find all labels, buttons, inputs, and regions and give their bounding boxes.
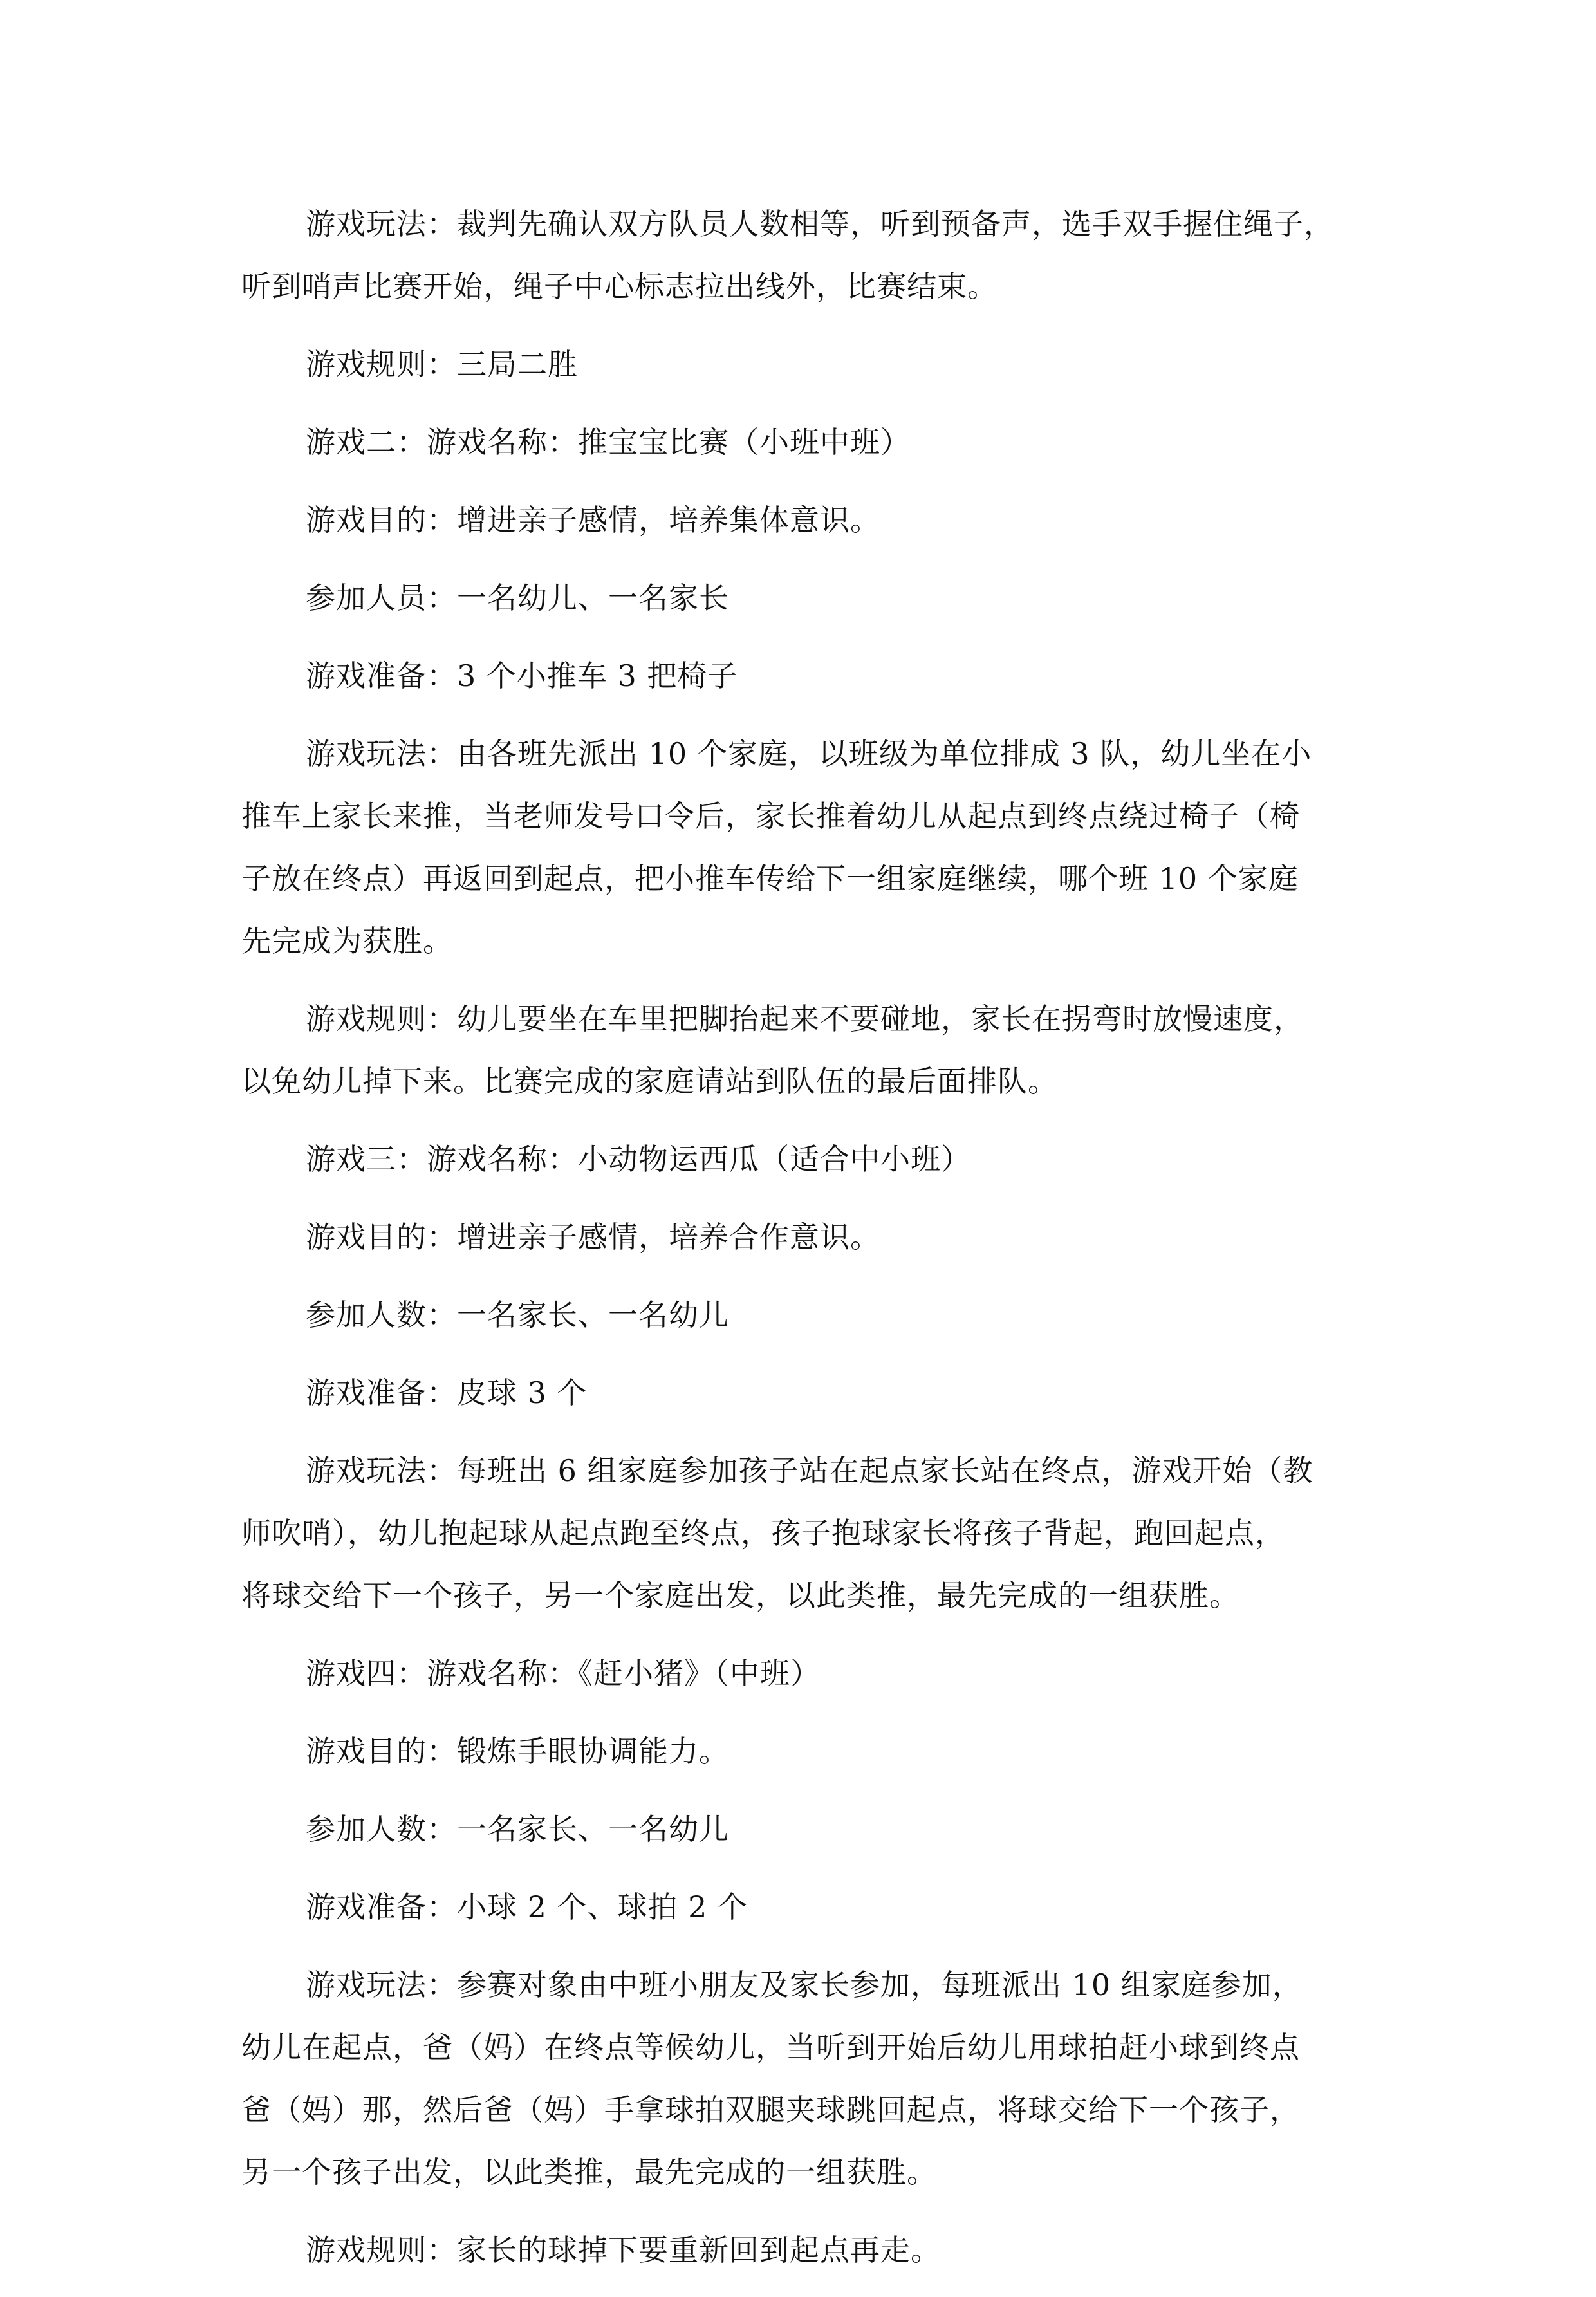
text-line: 游戏规则：三局二胜: [306, 347, 578, 382]
text-line: 游戏目的：锻炼手眼协调能力。: [306, 1734, 729, 1769]
text-line: 师吹哨），幼儿抱起球从起点跑至终点，孩子抱球家长将孩子背起，跑回起点，: [241, 1516, 1285, 1550]
paragraph: [241, 988, 1374, 1113]
text-line: 另一个孩子出发，以此类推，最先完成的一组获胜。: [241, 2155, 937, 2190]
text-line: 游戏二：游戏名称：推宝宝比赛（小班中班）: [306, 425, 911, 460]
paragraph: [241, 1206, 1374, 1269]
paragraph: [241, 2219, 1374, 2282]
paragraph: [241, 1642, 1374, 1705]
text-line: 游戏玩法：裁判先确认双方队员人数相等，听到预备声，选手双手握住绳子，: [306, 207, 1334, 241]
text-line: 游戏准备：小球 2 个、球拍 2 个: [306, 1890, 748, 1924]
document-body: [241, 193, 1374, 2297]
paragraph: [241, 489, 1374, 552]
text-line: 参加人数：一名家长、一名幼儿: [306, 1297, 729, 1332]
paragraph: [241, 1440, 1374, 1627]
paragraph: [241, 1720, 1374, 1783]
paragraph: [241, 1954, 1374, 2204]
text-line: 游戏三：游戏名称：小动物运西瓜（适合中小班）: [306, 1142, 971, 1176]
text-line: 子放在终点）再返回到起点，把小推车传给下一组家庭继续，哪个班 10 个家庭: [241, 861, 1299, 896]
paragraph: [241, 645, 1374, 707]
text-line: 将球交给下一个孩子，另一个家庭出发，以此类推，最先完成的一组获胜。: [241, 1578, 1239, 1613]
text-line: 游戏玩法：参赛对象由中班小朋友及家长参加，每班派出 10 组家庭参加，: [306, 1967, 1303, 2002]
paragraph: [241, 723, 1374, 972]
text-line: 听到哨声比赛开始，绳子中心标志拉出线外，比赛结束。: [241, 269, 998, 304]
text-line: 游戏玩法：由各班先派出 10 个家庭，以班级为单位排成 3 队，幼儿坐在小: [306, 736, 1312, 771]
text-line: 先完成为获胜。: [241, 924, 453, 958]
paragraph: [241, 1284, 1374, 1346]
paragraph: [241, 193, 1374, 318]
text-line: 参加人数：一名家长、一名幼儿: [306, 1812, 729, 1846]
text-line: 以免幼儿掉下来。比赛完成的家庭请站到队伍的最后面排队。: [241, 1064, 1058, 1099]
text-line: 参加人员：一名幼儿、一名家长: [306, 581, 729, 615]
text-line: 游戏四：游戏名称：《赶小猪》（中班）: [306, 1656, 821, 1691]
text-line: 推车上家长来推，当老师发号口令后，家长推着幼儿从起点到终点绕过椅子（椅: [241, 799, 1300, 833]
paragraph: [241, 1128, 1374, 1191]
text-line: 爸（妈）那，然后爸（妈）手拿球拍双腿夹球跳回起点，将球交给下一个孩子，: [241, 2092, 1300, 2127]
text-line: 游戏准备：皮球 3 个: [306, 1375, 588, 1410]
text-line: 游戏准备：3 个小推车 3 把椅子: [306, 658, 738, 693]
text-line: 游戏目的：增进亲子感情，培养合作意识。: [306, 1220, 880, 1254]
text-line: 游戏玩法：每班出 6 组家庭参加孩子站在起点家长站在终点，游戏开始（教: [306, 1453, 1313, 1488]
paragraph: [241, 411, 1374, 474]
text-line: 游戏规则：幼儿要坐在车里把脚抬起来不要碰地，家长在拐弯时放慢速度，: [306, 1001, 1304, 1036]
paragraph: [241, 333, 1374, 396]
paragraph: [241, 567, 1374, 629]
text-line: 游戏规则：家长的球掉下要重新回到起点再走。: [306, 2233, 941, 2267]
paragraph: [241, 1876, 1374, 1939]
text-line: 游戏目的：增进亲子感情，培养集体意识。: [306, 503, 880, 537]
paragraph: [241, 1362, 1374, 1424]
text-line: 幼儿在起点，爸（妈）在终点等候幼儿，当听到开始后幼儿用球拍赶小球到终点: [241, 2030, 1300, 2065]
paragraph: [241, 1798, 1374, 1861]
